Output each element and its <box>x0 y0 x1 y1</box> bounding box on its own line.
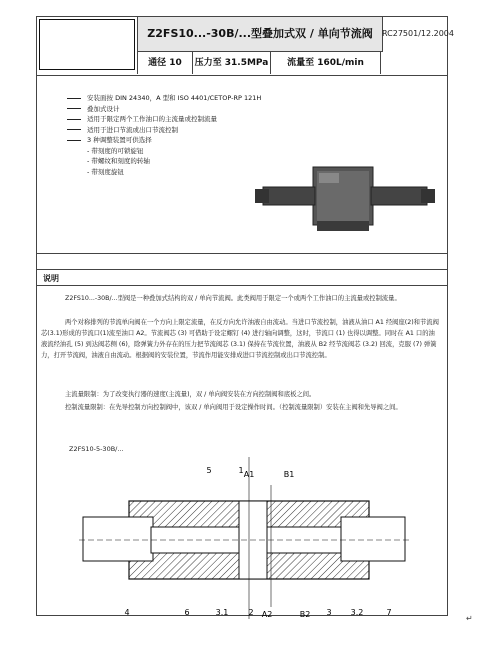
sub-option: - 带螺纹和刻度的转轴 <box>87 157 150 165</box>
label-1: 1 <box>238 466 244 475</box>
model-label: Z2FS10-5-30B/... <box>69 445 124 453</box>
logo-box <box>39 19 135 70</box>
bullet-dash <box>67 98 81 99</box>
divider <box>37 253 447 254</box>
sub-option: - 带刻度的可锁旋钮 <box>87 146 144 155</box>
sub-option: - 带刻度旋钮 <box>87 167 124 176</box>
feature-item <box>67 104 267 115</box>
document-code: RC27501/12.2004 <box>382 29 454 38</box>
feature-text: 适用于进口节流或出口节流控制 <box>87 125 178 134</box>
datasheet-page <box>36 16 454 619</box>
feature-list <box>67 93 267 177</box>
label-3-1: 3.1 <box>215 608 229 617</box>
paragraph: 两个对称排列的节流单向阀在一个方向上限定流量，在反方向允许油液自由流动。当进口节流控制，油液从油口 A1 经阀座(2)和节流阀芯(3.1)形成的节流口(1)流至油口 A2。节流阀芯 (3) 可借助于设定螺钉 (4) 进行轴向调整，这时，节流口 (1) 也得以调整。同时在 A1 口的油液流经油孔 (5) 到达阀芯侧 (6)，除弹簧力外存在的压力把节流阀芯 (3.1) 保持在节流位置，油液从 B2 经节流阀芯 (3.2) 回流，克服 (7) 弹簧力，打开节流阀，油液自由流动。根据阀的安装位置，节流作用能安排成进口节流控制或出口节流控制。 <box>41 319 439 359</box>
bullet-dash <box>67 119 81 120</box>
feature-item <box>67 135 267 146</box>
bullet-dash <box>67 108 81 109</box>
label-A1: A1 <box>243 470 255 479</box>
label-7: 7 <box>386 608 392 617</box>
label-3-2: 3.2 <box>350 608 364 617</box>
feature-item <box>67 125 267 136</box>
paragraph: Z2FS10...-30B/...型阀是一种叠加式结构的双 / 单向节流阀。此类阀用于限定一个或两个工作油口的主流量或控制流量。 <box>65 295 401 302</box>
label-2: 2 <box>248 608 254 617</box>
bullet-dash <box>67 140 81 141</box>
product-title: Z2FS10...-30B/...型叠加式双 / 单向节流阀 <box>137 17 383 52</box>
feature-text: 3 种调整装置可供选择 <box>87 136 152 144</box>
feature-text: 安装面按 DIN 24340，A 型和 ISO 4401/CETOP-RP 121H <box>87 94 262 102</box>
label-B2: B2 <box>299 610 311 619</box>
feature-text: 适用于限定两个工作油口的主流量或控制流量 <box>87 115 217 123</box>
valve-section-diagram <box>79 457 409 619</box>
header <box>37 17 454 76</box>
label-B1: B1 <box>283 470 295 479</box>
max-flow: 流量至 160L/min <box>271 52 381 74</box>
label-4: 4 <box>124 608 130 617</box>
paragraph: 主流量限制：为了改变执行器的速度(主流量)，双 / 单向阀安装在方向控制阀和底板之间。 <box>65 391 316 398</box>
label-5: 5 <box>206 466 212 475</box>
max-pressure: 压力至 31.5MPa <box>193 52 271 74</box>
feature-item <box>67 93 267 104</box>
valve-photo <box>255 157 435 237</box>
label-A2: A2 <box>261 610 273 619</box>
paragraph: 控制流量限制：在先导控制方向控制阀中，该双 / 单向阀用于设定操作时间。（控制流量限制）安装在主阀和先导阀之间。 <box>65 404 402 411</box>
divider <box>37 285 447 286</box>
bullet-dash <box>67 129 81 130</box>
divider <box>37 269 447 270</box>
label-3: 3 <box>326 608 332 617</box>
feature-item <box>67 114 267 125</box>
label-6: 6 <box>184 608 190 617</box>
feature-text: 叠加式设计 <box>87 104 120 113</box>
return-mark: ↵ <box>466 614 473 623</box>
nominal-size: 通径 10 <box>137 52 193 74</box>
section-title: 说明 <box>43 274 59 283</box>
